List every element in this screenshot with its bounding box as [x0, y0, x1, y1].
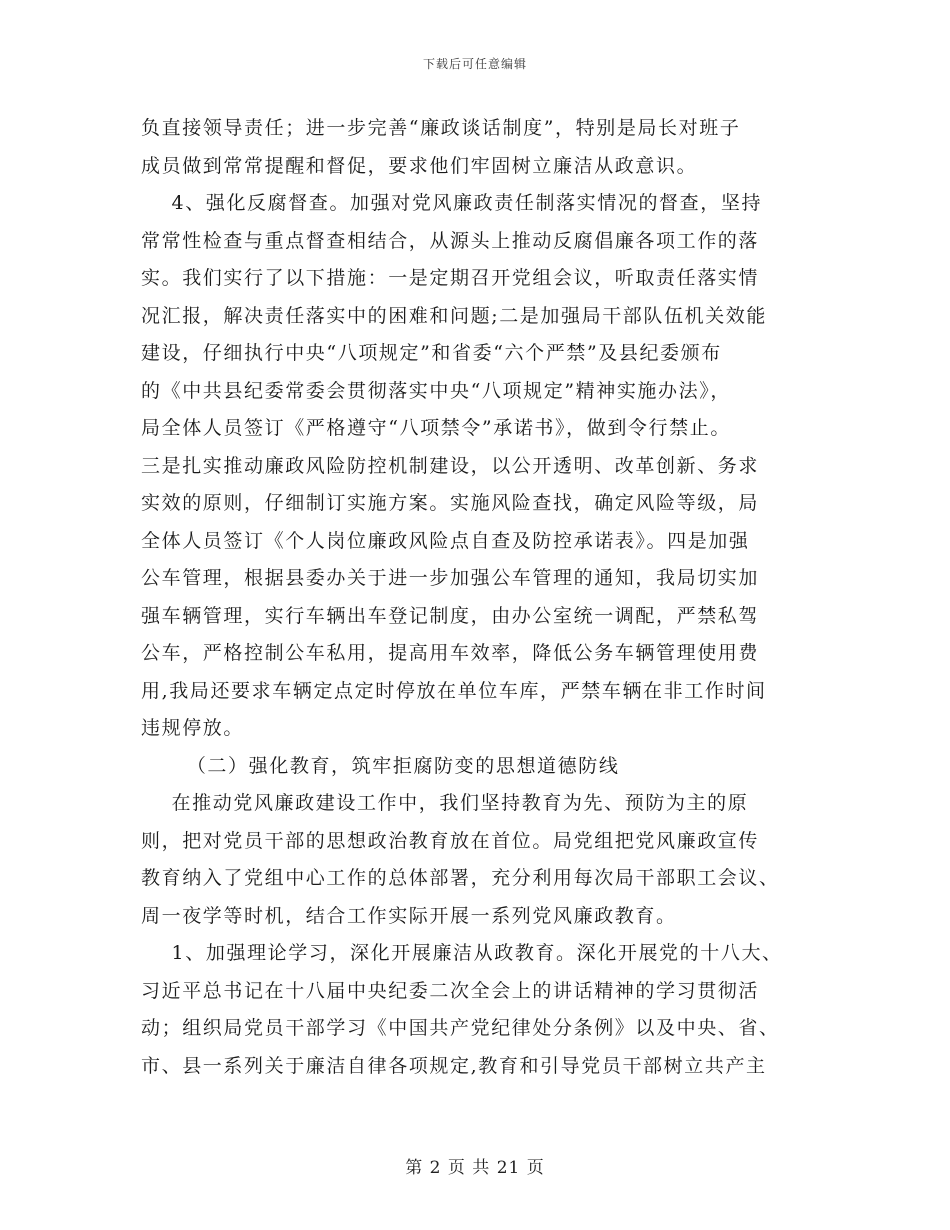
text-line: 动；组织局党员干部学习《中国共产党纪律处分条例》以及中央、省、: [141, 1017, 780, 1039]
text-line: 常常性检查与重点督查相结合，从源头上推动反腐倡廉各项工作的落: [141, 229, 760, 252]
text-line: 负直接领导责任；进一步完善“廉政谈话制度”，特别是局长对班子: [141, 117, 741, 139]
text-line: 用,我局还要求车辆定点定时停放在单位车库，严禁车辆在非工作时间: [141, 679, 767, 702]
text-line: 强车辆管理，实行车辆出车登记制度，由办公室统一调配，严禁私驾: [141, 604, 760, 627]
text-line: 周一夜学等时机，结合工作实际开展一系列党风廉政教育。: [141, 904, 677, 927]
text-line: 实效的原则，仔细制订实施方案。实施风险查找，确定风险等级，局: [141, 492, 760, 514]
text-line: 的《中共县纪委常委会贯彻落实中央“八项规定”精神实施办法》，: [141, 379, 731, 402]
page-number-footer: 第 2 页 共 21 页: [405, 1158, 545, 1178]
text-line: 公车，严格控制公车私用，提高用车效率，降低公务车辆管理使用费: [141, 642, 760, 664]
text-line: 全体人员签订《个人岗位廉政风险点自查及防控承诺表》。四是加强: [141, 529, 750, 552]
text-line: 况汇报，解决责任落实中的困难和问题;二是加强局干部队伍机关效能: [141, 304, 768, 327]
text-line: 4、强化反腐督查。加强对党风廉政责任制落实情况的督查，坚持: [141, 192, 763, 214]
text-line: 成员做到常常提醒和督促，要求他们牢固树立廉洁从政意识。: [141, 154, 698, 177]
text-line: 1、加强理论学习，深化开展廉洁从政教育。深化开展党的十八大、: [141, 942, 783, 964]
text-line: 实。我们实行了以下措施：一是定期召开党组会议，听取责任落实情: [141, 267, 760, 289]
text-line: 三是扎实推动廉政风险防控机制建设，以公开透明、改革创新、务求: [141, 454, 760, 477]
text-line: 在推动党风廉政建设工作中，我们坚持教育为先、预防为主的原: [141, 792, 749, 814]
text-line: 则，把对党员干部的思想政治教育放在首位。局党组把党风廉政宣传: [141, 829, 760, 852]
text-line: 教育纳入了党组中心工作的总体部署，充分利用每次局干部职工会议、: [141, 867, 780, 889]
text-line: 局全体人员签订《严格遵守“八项禁令”承诺书》，做到令行禁止。: [141, 417, 731, 439]
text-line: 市、县一系列关于廉洁自律各项规定,教育和引导党员干部树立共产主: [141, 1054, 767, 1077]
document-body: [141, 110, 821, 1085]
text-line: 习近平总书记在十八届中央纪委二次全会上的讲话精神的学习贯彻活: [141, 979, 760, 1002]
text-line: 建设，仔细执行中央“八项规定”和省委“六个严禁”及县纪委颁布: [141, 342, 722, 364]
page-header: 下载后可任意编辑: [422, 57, 527, 71]
section-heading: （二）强化教育，筑牢拒腐防变的思想道德防线: [141, 754, 620, 777]
text-line: 公车管理，根据县委办关于进一步加强公车管理的通知，我局切实加: [141, 567, 760, 589]
text-line: 违规停放。: [141, 717, 245, 739]
